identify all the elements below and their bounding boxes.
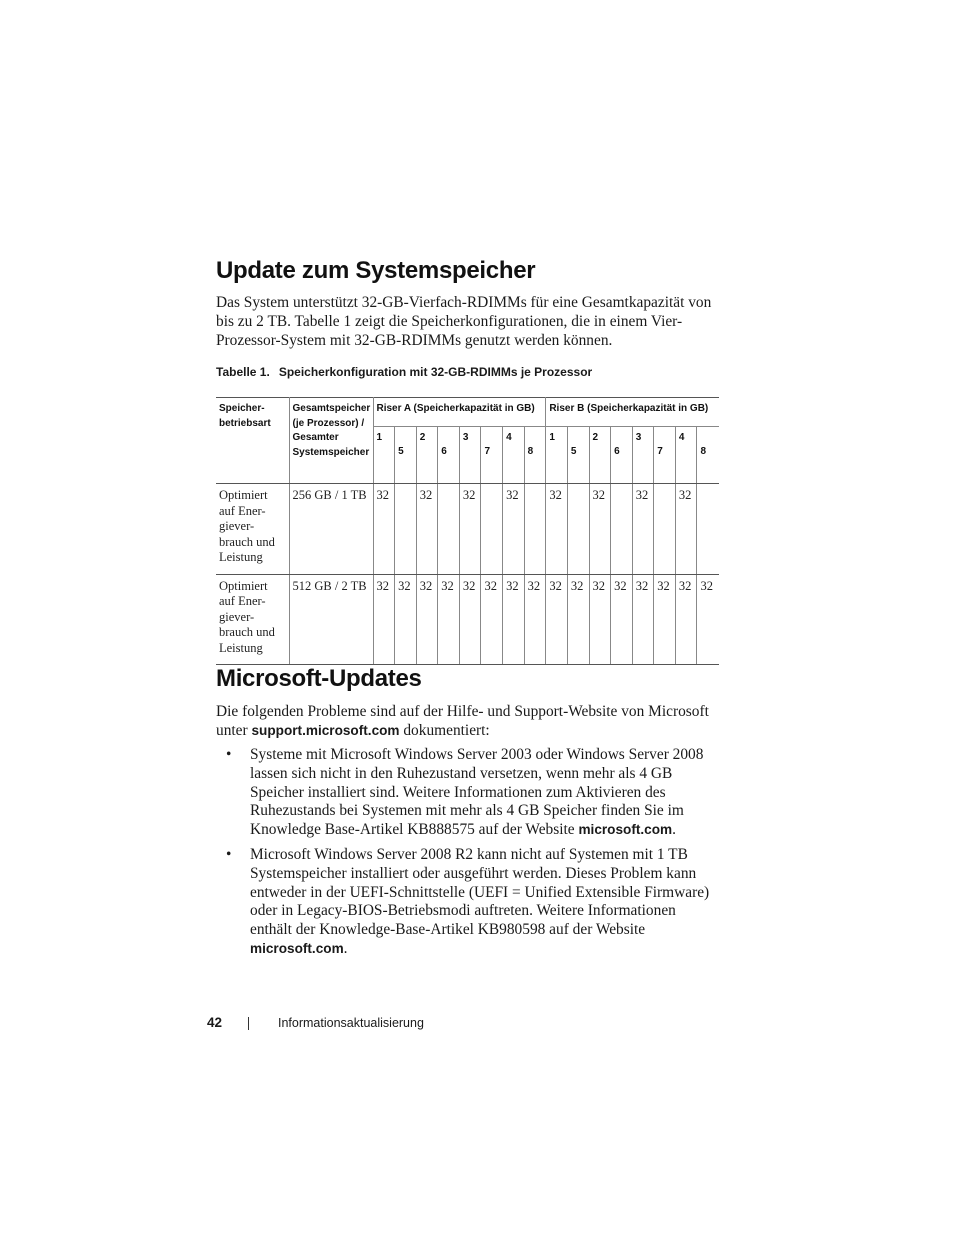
cell-capacity: 32 xyxy=(481,574,503,665)
cell-total: 512 GB / 2 TB xyxy=(289,574,373,665)
slot-number-header: 2 xyxy=(416,427,438,484)
bullet-text xyxy=(250,846,712,959)
cell-capacity: 32 xyxy=(373,574,395,665)
cell-capacity xyxy=(524,484,546,575)
bullet-marker: • xyxy=(226,846,232,863)
cell-capacity: 32 xyxy=(503,574,525,665)
cell-capacity xyxy=(654,484,676,575)
intro-text: Die folgenden Probleme sind auf der Hilfe- und Support-Website von Microsoft unter xyxy=(216,703,709,739)
cell-capacity xyxy=(481,484,503,575)
cell-mode: Optimiert auf Ener-giever-brauch und Leistung xyxy=(216,574,289,665)
cell-capacity: 32 xyxy=(567,574,589,665)
bullet-text xyxy=(250,746,712,840)
slot-number-header: 8 xyxy=(524,427,546,484)
intro-text-end: dokumentiert: xyxy=(399,722,490,739)
bullet-end: . xyxy=(343,939,348,957)
slot-number-header: 3 xyxy=(459,427,481,484)
column-header-total: Gesamtspeicher (je Prozessor) / Gesamter Systemspeicher xyxy=(289,398,373,484)
memory-config-table xyxy=(216,397,718,665)
slot-number-header: 1 xyxy=(546,427,568,484)
bullet-end: . xyxy=(672,821,676,839)
slot-number-header: 1 xyxy=(373,427,395,484)
cell-capacity: 32 xyxy=(589,484,611,575)
cell-capacity: 32 xyxy=(546,484,568,575)
cell-capacity: 32 xyxy=(546,574,568,665)
cell-capacity: 32 xyxy=(373,484,395,575)
cell-capacity xyxy=(697,484,719,575)
cell-capacity xyxy=(567,484,589,575)
cell-capacity: 32 xyxy=(675,574,697,665)
microsoft-intro-paragraph xyxy=(216,702,718,740)
column-header-riser-b: Riser B (Speicherkapazität in GB) xyxy=(546,398,719,427)
footer-divider xyxy=(248,1017,249,1030)
cell-total: 256 GB / 1 TB xyxy=(289,484,373,575)
bullet-body: Systeme mit Microsoft Windows Server 2003 oder Windows Server 2008 lassen sich nicht in den Ruhezustand versetzen, wenn mehr als 4 GB Speicher installiert sind. Weitere Informationen zum Aktivieren des Ruhezustands bei Systemen mit mehr als 4 GB Speicher finden Sie im Knowledge Base-Artikel KB888575 auf der Website xyxy=(250,746,704,839)
table-header-row xyxy=(216,398,719,427)
column-header-mode: Speicher-betriebsart xyxy=(216,398,289,484)
section-title-system-memory: Update zum Systemspeicher xyxy=(216,257,536,284)
bullet-body: Microsoft Windows Server 2008 R2 kann nicht auf Systemen mit 1 TB Systemspeicher installiert oder ausgeführt werden. Dieses Problem kann entweder in der UEFI-Schnittstelle (UEFI = Unified Extensible Firmware) oder in Legacy-BIOS-Betriebsmodi auftreten. Weitere Informationen enthält der Knowledge-Base-Artikel KB980598 auf der Website xyxy=(250,846,710,939)
page-footer xyxy=(207,1014,607,1034)
slot-number-header: 5 xyxy=(567,427,589,484)
slot-number-header: 7 xyxy=(481,427,503,484)
slot-number-header: 6 xyxy=(611,427,633,484)
cell-capacity xyxy=(395,484,417,575)
slot-number-header: 3 xyxy=(632,427,654,484)
bullet-marker: • xyxy=(226,746,232,763)
microsoft-link[interactable]: microsoft.com xyxy=(250,940,344,956)
cell-capacity: 32 xyxy=(459,484,481,575)
cell-capacity: 32 xyxy=(697,574,719,665)
slot-number-header: 8 xyxy=(697,427,719,484)
cell-capacity xyxy=(611,484,633,575)
cell-capacity: 32 xyxy=(524,574,546,665)
slot-number-header: 5 xyxy=(395,427,417,484)
slot-number-header: 6 xyxy=(438,427,460,484)
cell-capacity: 32 xyxy=(632,574,654,665)
cell-capacity: 32 xyxy=(416,574,438,665)
slot-number-header: 2 xyxy=(589,427,611,484)
footer-title: Informationsaktualisierung xyxy=(278,1016,424,1030)
cell-capacity: 32 xyxy=(395,574,417,665)
cell-capacity: 32 xyxy=(589,574,611,665)
table-row xyxy=(216,574,719,665)
table-row xyxy=(216,484,719,575)
column-header-riser-a: Riser A (Speicherkapazität in GB) xyxy=(373,398,546,427)
slot-number-header: 4 xyxy=(503,427,525,484)
cell-capacity: 32 xyxy=(459,574,481,665)
table-caption-label: Tabelle 1. xyxy=(216,365,270,379)
slot-number-header: 7 xyxy=(654,427,676,484)
cell-capacity xyxy=(438,484,460,575)
cell-capacity: 32 xyxy=(654,574,676,665)
page-number: 42 xyxy=(207,1015,223,1030)
cell-capacity: 32 xyxy=(675,484,697,575)
table-caption xyxy=(216,364,718,380)
microsoft-link[interactable]: microsoft.com xyxy=(578,822,673,838)
cell-mode: Optimiert auf Ener-giever-brauch und Leistung xyxy=(216,484,289,575)
cell-capacity: 32 xyxy=(416,484,438,575)
cell-capacity: 32 xyxy=(632,484,654,575)
cell-capacity: 32 xyxy=(438,574,460,665)
table-caption-text: Speicherkonfiguration mit 32-GB-RDIMMs je Prozessor xyxy=(278,365,593,379)
cell-capacity: 32 xyxy=(503,484,525,575)
section-title-microsoft-updates: Microsoft-Updates xyxy=(216,665,422,692)
slot-number-header: 4 xyxy=(675,427,697,484)
cell-capacity: 32 xyxy=(611,574,633,665)
intro-paragraph: Das System unterstützt 32-GB-Vierfach-RDIMMs für eine Gesamtkapazität von bis zu 2 TB. Tabelle 1 zeigt die Speicherkonfigurationen, die in einem Vier-Prozessor-System mit 32-GB-RDIMMs genutzt werden können. xyxy=(216,294,712,349)
support-link[interactable]: support.microsoft.com xyxy=(251,723,400,738)
